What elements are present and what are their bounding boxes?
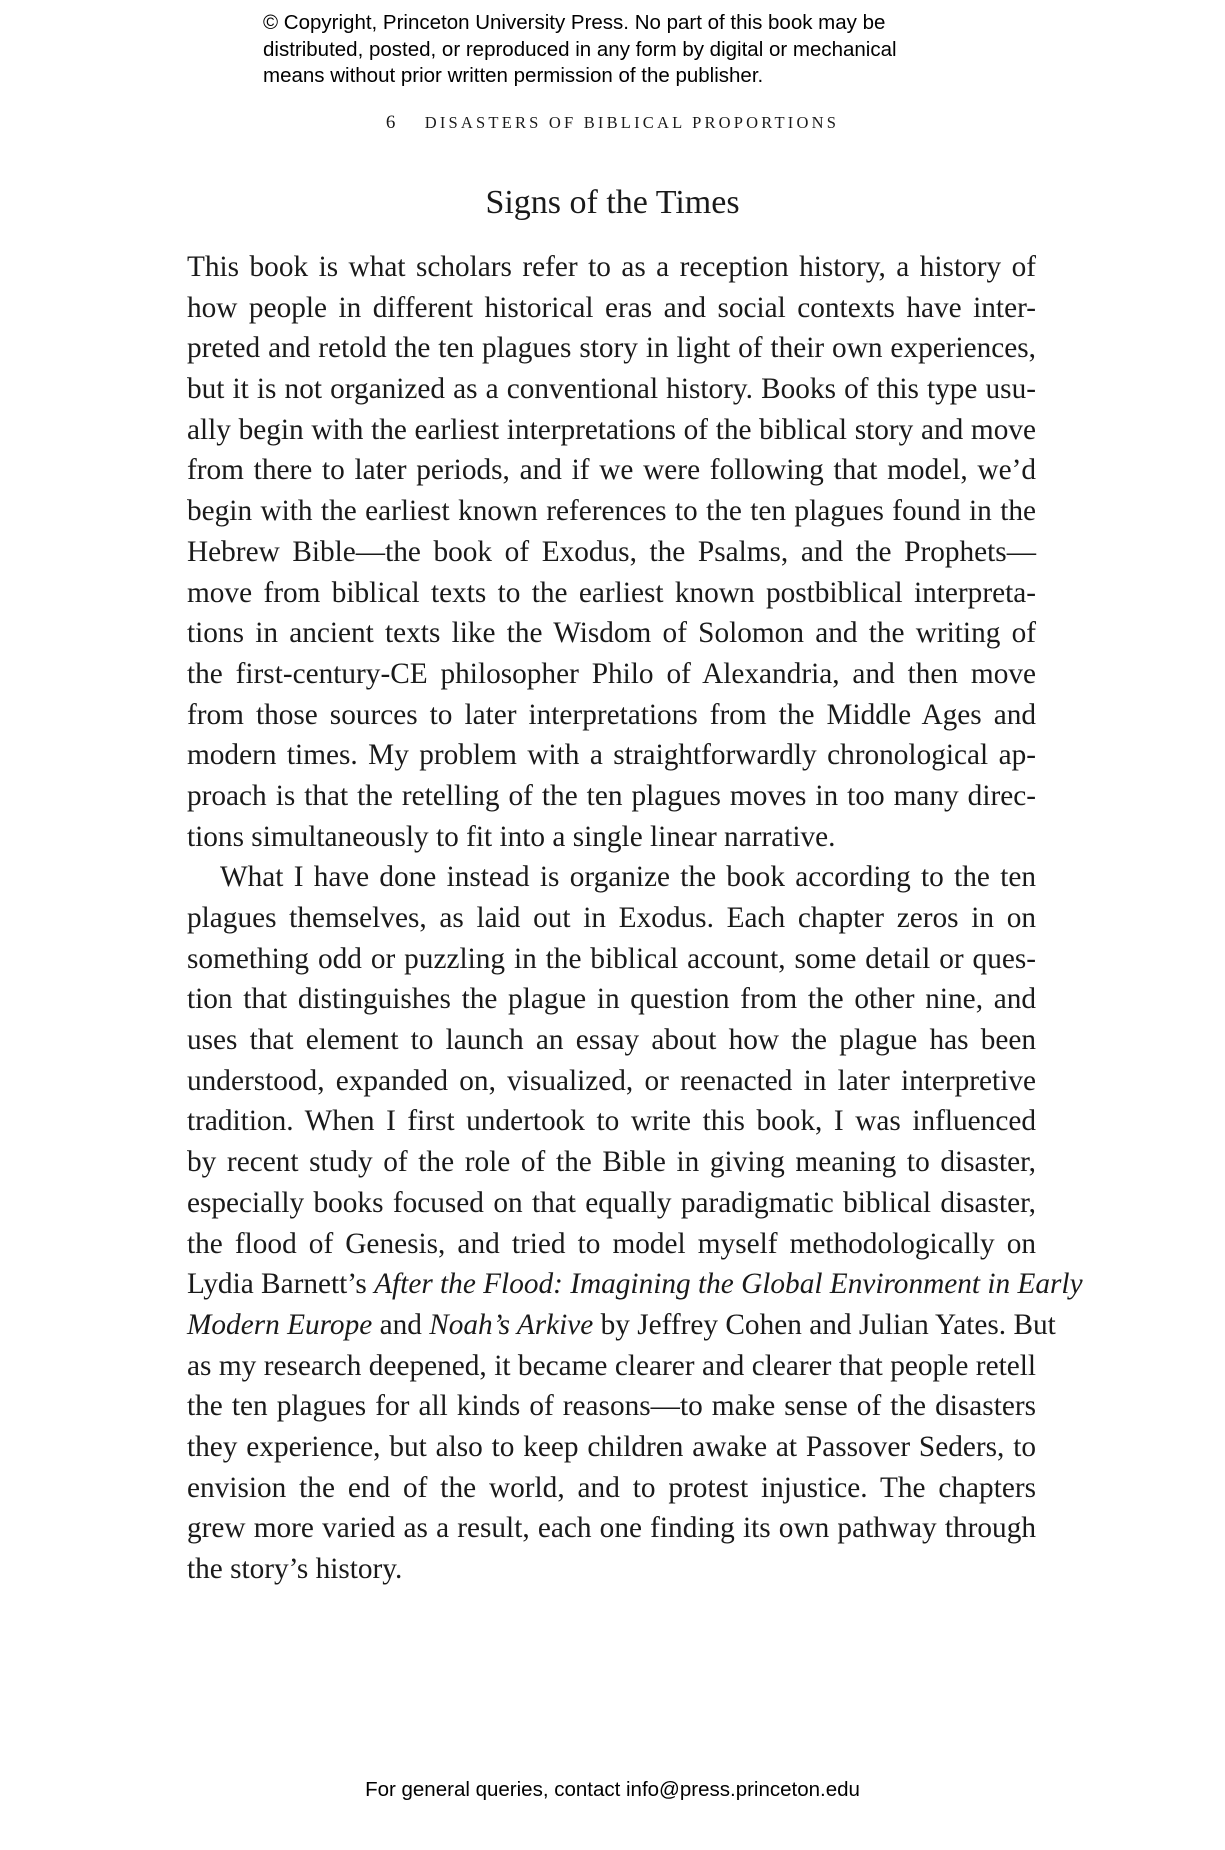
text-line: tions in ancient texts like the Wisdom of Solomon and the writing of: [187, 617, 1036, 650]
footer-contact: For general queries, contact info@press.princeton.edu: [365, 1778, 860, 1801]
book-title-italic: Noah’s Arkive: [429, 1308, 594, 1341]
text-line: especially books focused on that equally paradigmatic biblical disaster,: [187, 1186, 1036, 1219]
text-line: preted and retold the ten plagues story in light of their own experiences,: [187, 332, 1036, 365]
text-line: This book is what scholars refer to as a reception history, a history of: [187, 251, 1036, 283]
text-line: the ten plagues for all kinds of reasons—to make sense of the disasters: [187, 1390, 1036, 1423]
body-text: [187, 247, 1083, 1590]
text-line: by recent study of the role of the Bible in giving meaning to disaster,: [187, 1146, 1036, 1179]
copyright-line: means without prior written permission of the publisher.: [263, 64, 764, 87]
text-line: Hebrew Bible—the book of Exodus, the Psalms, and the Prophets—: [187, 535, 1036, 568]
copyright-line: distributed, posted, or reproduced in any form by digital or mechanical: [263, 37, 897, 61]
text-line: but it is not organized as a conventional history. Books of this type usu-: [187, 373, 1036, 406]
text-line: ally begin with the earliest interpretations of the biblical story and move: [187, 413, 1036, 446]
text-line: from there to later periods, and if we were following that model, we’d: [187, 454, 1036, 487]
text-fragment: and: [372, 1308, 430, 1341]
text-line: grew more varied as a result, each one finding its own pathway through: [187, 1512, 1036, 1545]
text-line: move from biblical texts to the earliest known postbiblical interpreta-: [187, 576, 1036, 609]
text-fragment: Lydia Barnett’s: [187, 1268, 375, 1301]
section-title: Signs of the Times: [485, 184, 740, 221]
text-line: tradition. When I first undertook to write this book, I was influenced: [187, 1105, 1036, 1138]
text-line: plagues themselves, as laid out in Exodus. Each chapter zeros in on: [187, 902, 1036, 934]
text-line: [187, 1305, 1056, 1346]
text-line: the first-century-CE philosopher Philo of Alexandria, and then move: [187, 657, 1036, 690]
text-fragment: by Jeffrey Cohen and Julian Yates. But: [593, 1308, 1056, 1341]
paragraph-2: [187, 857, 1083, 1589]
text-line: something odd or puzzling in the biblical account, some detail or ques-: [187, 942, 1036, 975]
text-line: the story’s history.: [187, 1553, 403, 1585]
text-line: how people in different historical eras and social contexts have inter-: [187, 291, 1036, 324]
text-line: tion that distinguishes the plague in question from the other nine, and: [187, 983, 1036, 1016]
text-line: modern times. My problem with a straightforwardly chronological ap-: [187, 739, 1036, 772]
copyright-notice: [263, 10, 983, 90]
text-line: proach is that the retelling of the ten plagues moves in too many direc-: [187, 779, 1036, 812]
paragraph-1: [187, 247, 1036, 857]
text-line: What I have done instead is organize the book according to the ten: [220, 861, 1036, 894]
text-line: uses that element to launch an essay about how the plague has been: [187, 1024, 1036, 1057]
text-line: envision the end of the world, and to protest injustice. The chapters: [187, 1471, 1036, 1504]
running-head: [0, 112, 1225, 134]
text-line: as my research deepened, it became clearer and clearer that people retell: [187, 1349, 1036, 1382]
text-line: begin with the earliest known references to the ten plagues found in the: [187, 495, 1036, 528]
book-title-italic: Modern Europe: [187, 1308, 373, 1341]
text-line: they experience, but also to keep children awake at Passover Seders, to: [187, 1430, 1036, 1463]
text-line: tions simultaneously to fit into a single linear narrative.: [187, 820, 836, 853]
text-line: from those sources to later interpretations from the Middle Ages and: [187, 698, 1036, 731]
book-title-italic: After the Flood: Imagining the Global Environment in Early: [374, 1268, 1083, 1301]
text-line: understood, expanded on, visualized, or reenacted in later interpretive: [187, 1064, 1036, 1097]
page-number: 6: [385, 112, 396, 133]
text-line: [187, 1264, 1083, 1305]
text-line: the flood of Genesis, and tried to model myself methodologically on: [187, 1227, 1036, 1260]
running-title: DISASTERS OF BIBLICAL PROPORTIONS: [424, 113, 840, 132]
copyright-line: © Copyright, Princeton University Press. No part of this book may be: [263, 11, 886, 34]
